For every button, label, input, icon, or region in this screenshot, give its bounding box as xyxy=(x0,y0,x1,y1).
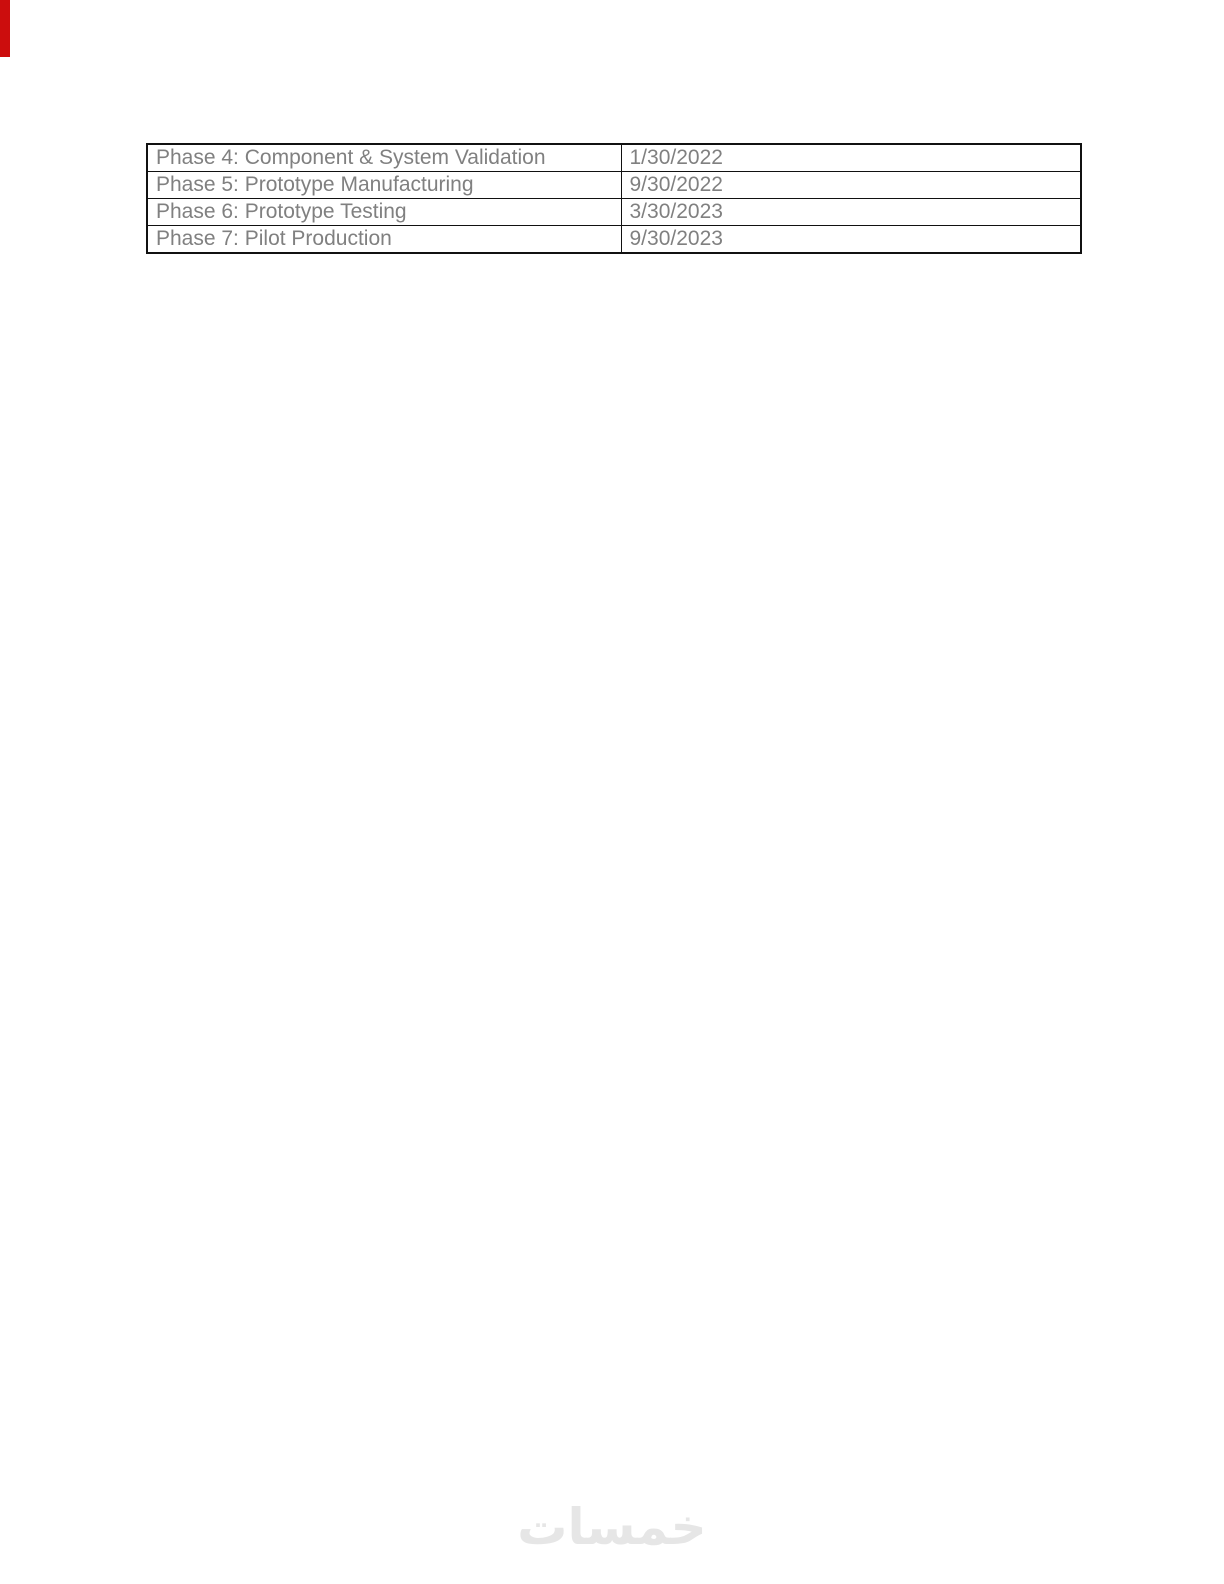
date-cell: 1/30/2022 xyxy=(621,144,1081,172)
date-cell: 9/30/2022 xyxy=(621,172,1081,199)
phases-table xyxy=(146,143,1082,254)
table-row xyxy=(147,144,1081,172)
phase-cell: Phase 4: Component & System Validation xyxy=(147,144,621,172)
phase-cell: Phase 7: Pilot Production xyxy=(147,226,621,254)
table-row xyxy=(147,226,1081,254)
phase-cell: Phase 6: Prototype Testing xyxy=(147,199,621,226)
date-cell: 3/30/2023 xyxy=(621,199,1081,226)
table-row xyxy=(147,172,1081,199)
phase-cell: Phase 5: Prototype Manufacturing xyxy=(147,172,621,199)
date-cell: 9/30/2023 xyxy=(621,226,1081,254)
khamsat-watermark: خمسات xyxy=(517,1498,707,1556)
table-row xyxy=(147,199,1081,226)
red-margin-marker xyxy=(0,0,10,57)
